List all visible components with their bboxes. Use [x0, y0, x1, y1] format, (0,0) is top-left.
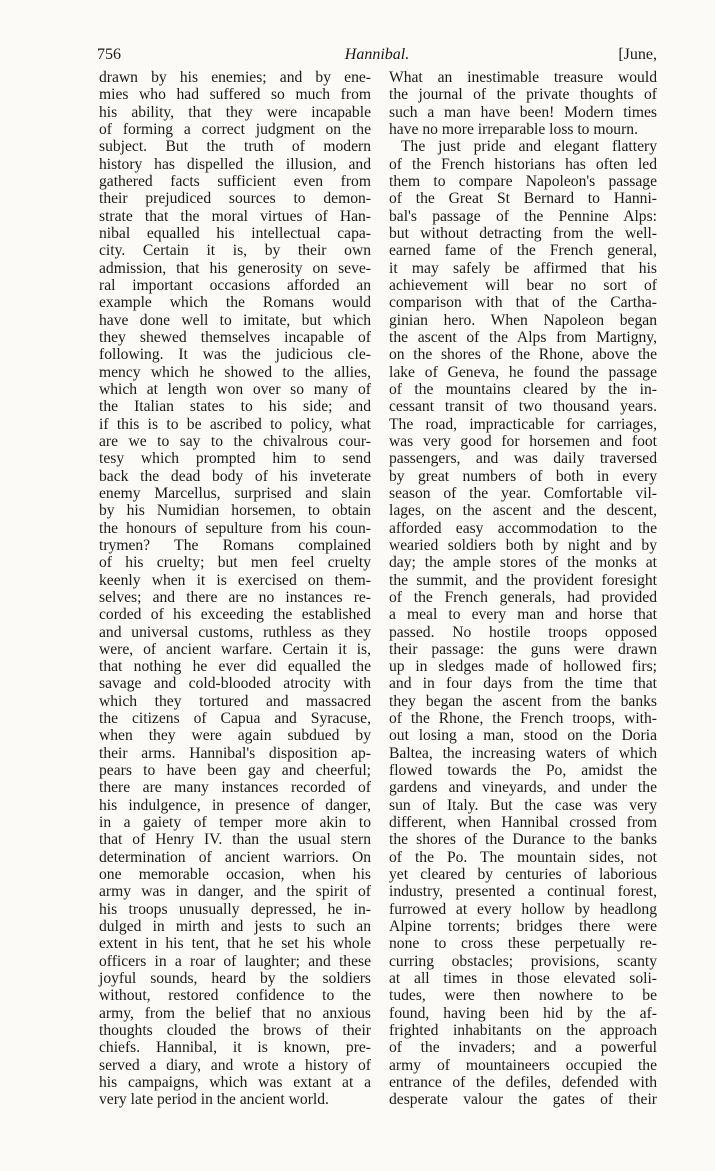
- text-line: the summit, and the provident foresight: [389, 571, 657, 589]
- running-header: [97, 46, 657, 68]
- text-line: comparison with that of the Cartha-: [389, 294, 657, 312]
- text-line: such a man have been! Modern times: [389, 103, 657, 121]
- text-line: the journal of the private thoughts of: [389, 86, 657, 104]
- text-line: thoughts clouded the brows of their: [99, 1022, 371, 1040]
- text-line: his ability, that they were incapable: [99, 103, 371, 121]
- text-line: entrance of the defiles, defended with: [389, 1074, 657, 1092]
- text-line: it may safely be affirmed that his: [389, 259, 657, 277]
- text-line: the honours of sepulture from his coun-: [99, 519, 371, 537]
- text-line: of the French generals, had provided: [389, 588, 657, 606]
- text-line: that of Henry IV. than the usual stern: [99, 831, 371, 849]
- text-line: Alpine torrents; bridges there were: [389, 918, 657, 936]
- text-line: and universal customs, ruthless as they: [99, 623, 371, 641]
- text-line: wearied soldiers both by night and by: [389, 536, 657, 554]
- text-line: that nothing he ever did equalled the: [99, 658, 371, 676]
- text-line: savage and cold-blooded atrocity with: [99, 675, 371, 693]
- text-line: and in four days from the time that: [389, 675, 657, 693]
- text-line: lake of Geneva, he found the passage: [389, 363, 657, 381]
- text-line: following. It was the judicious cle-: [99, 346, 371, 364]
- page-number: 756: [97, 46, 121, 63]
- text-line: the ascent of the Alps from Martigny,: [389, 328, 657, 346]
- text-line: at all times in those elevated soli-: [389, 970, 657, 988]
- text-line: corded of his exceeding the established: [99, 606, 371, 624]
- text-line: there are many instances recorded of: [99, 779, 371, 797]
- text-line: were, of ancient warfare. Certain it is,: [99, 640, 371, 658]
- text-line: yet cleared by centuries of laborious: [389, 866, 657, 884]
- text-line: tudes, were then nowhere to be: [389, 987, 657, 1005]
- text-line: officers in a roar of laughter; and these: [99, 952, 371, 970]
- text-line: ginian hero. When Napoleon began: [389, 311, 657, 329]
- text-line: example which the Romans would: [99, 294, 371, 312]
- text-line: chiefs. Hannibal, it is known, pre-: [99, 1039, 371, 1057]
- text-line: bal's passage of the Pennine Alps:: [389, 207, 657, 225]
- text-line: dulged in mirth and jests to such an: [99, 918, 371, 936]
- text-line: of his cruelty; but men feel cruelty: [99, 554, 371, 572]
- text-line: gardens and vineyards, and under the: [389, 779, 657, 797]
- text-line: earned fame of the French general,: [389, 242, 657, 260]
- text-line: up in sledges made of hollowed firs;: [389, 658, 657, 676]
- text-line: out losing a man, stood on the Doria: [389, 727, 657, 745]
- text-line: of the Great St Bernard to Hanni-: [389, 190, 657, 208]
- text-line: pears to have been gay and cheerful;: [99, 762, 371, 780]
- text-line: admission, that his generosity on seve-: [99, 259, 371, 277]
- text-line: city. Certain it is, by their own: [99, 242, 371, 260]
- text-line: passed. No hostile troops opposed: [389, 623, 657, 641]
- text-line: by great numbers of both in every: [389, 467, 657, 485]
- text-line: passengers, and was daily traversed: [389, 450, 657, 468]
- text-line: achievement will bear no sort of: [389, 276, 657, 294]
- header-month: [June,: [618, 46, 657, 63]
- text-line: sun of Italy. But the case was very: [389, 796, 657, 814]
- text-line: but without detracting from the well-: [389, 224, 657, 242]
- text-line: their arms. Hannibal's disposition ap-: [99, 744, 371, 762]
- text-line: them to compare Napoleon's passage: [389, 172, 657, 190]
- text-line: by his Numidian horsemen, to obtain: [99, 502, 371, 520]
- text-line: the citizens of Capua and Syracuse,: [99, 710, 371, 728]
- text-line: determination of ancient warriors. On: [99, 848, 371, 866]
- text-line: back the dead body of his inveterate: [99, 467, 371, 485]
- text-line: history has dispelled the illusion, and: [99, 155, 371, 173]
- text-line: extent in his tent, that he set his whole: [99, 935, 371, 953]
- text-line: if this is to be ascribed to policy, what: [99, 415, 371, 433]
- text-line: was very good for horsemen and foot: [389, 432, 657, 450]
- text-line: of forming a correct judgment on the: [99, 120, 371, 138]
- text-line: of the French historians has often led: [389, 155, 657, 173]
- text-line: season of the year. Comfortable vil-: [389, 484, 657, 502]
- text-line: army was in danger, and the spirit of: [99, 883, 371, 901]
- text-line: the Italian states to his side; and: [99, 398, 371, 416]
- text-line: when they were again subdued by: [99, 727, 371, 745]
- text-line: trymen? The Romans complained: [99, 536, 371, 554]
- text-line: The just pride and elegant flattery: [401, 138, 657, 156]
- text-line: very late period in the ancient world.: [99, 1091, 329, 1109]
- text-line: his troops unusually depressed, he in-: [99, 900, 371, 918]
- text-line: subject. But the truth of modern: [99, 138, 371, 156]
- left-text-column: [99, 69, 371, 1109]
- text-line: industry, presented a continual forest,: [389, 883, 657, 901]
- text-line: they shewed themselves incapable of: [99, 328, 371, 346]
- text-line: are we to say to the chivalrous cour-: [99, 432, 371, 450]
- text-line: curring obstacles; provisions, scanty: [389, 952, 657, 970]
- text-line: a meal to every man and horse that: [389, 606, 657, 624]
- text-line: found, having been hid by the af-: [389, 1004, 657, 1022]
- running-title: Hannibal.: [344, 46, 410, 63]
- text-line: of the invaders; and a powerful: [389, 1039, 657, 1057]
- text-line: have done well to imitate, but which: [99, 311, 371, 329]
- text-line: mies who had suffered so much from: [99, 86, 371, 104]
- text-line: the shores of the Durance to the banks: [389, 831, 657, 849]
- text-line: tesy which prompted him to send: [99, 450, 371, 468]
- text-line: their prejudiced sources to demon-: [99, 190, 371, 208]
- text-line: have no more irreparable loss to mourn.: [389, 120, 638, 138]
- text-line: strate that the moral virtues of Han-: [99, 207, 371, 225]
- text-line: in a gaiety of temper more akin to: [99, 814, 371, 832]
- text-line: which at length won over so many of: [99, 380, 371, 398]
- text-line: army of mountaineers occupied the: [389, 1056, 657, 1074]
- text-line: furrowed at every hollow by headlong: [389, 900, 657, 918]
- text-line: keenly when it is exercised on them-: [99, 571, 371, 589]
- text-line: of the Rhone, the French troops, with-: [389, 710, 657, 728]
- text-line: their passage: the guns were drawn: [389, 640, 657, 658]
- text-line: desperate valour the gates of their: [389, 1091, 657, 1109]
- text-line: day; the ample stores of the monks at: [389, 554, 657, 572]
- text-line: none to cross these perpetually re-: [389, 935, 657, 953]
- text-line: of the mountains cleared by the in-: [389, 380, 657, 398]
- text-line: selves; and there are no instances re-: [99, 588, 371, 606]
- text-line: joyful sounds, heard by the soldiers: [99, 970, 371, 988]
- text-line: his indulgence, in presence of danger,: [99, 796, 371, 814]
- text-line: one memorable occasion, when his: [99, 866, 371, 884]
- text-line: gathered facts sufficient even from: [99, 172, 371, 190]
- text-line: nibal equalled his intellectual capa-: [99, 224, 371, 242]
- text-line: mency which he showed to the allies,: [99, 363, 371, 381]
- text-line: cessant transit of two thousand years.: [389, 398, 657, 416]
- text-line: flowed towards the Po, amidst the: [389, 762, 657, 780]
- text-line: Baltea, the increasing waters of which: [389, 744, 657, 762]
- text-line: drawn by his enemies; and by ene-: [99, 69, 371, 86]
- text-line: lages, on the ascent and the descent,: [389, 502, 657, 520]
- text-line: What an inestimable treasure would: [389, 69, 657, 86]
- text-line: they began the ascent from the banks: [389, 692, 657, 710]
- text-line: army, from the belief that no anxious: [99, 1004, 371, 1022]
- text-line: without, restored confidence to the: [99, 987, 371, 1005]
- text-line: which they tortured and massacred: [99, 692, 371, 710]
- text-line: afforded easy accommodation to the: [389, 519, 657, 537]
- text-line: served a diary, and wrote a history of: [99, 1056, 371, 1074]
- right-text-column: [389, 69, 657, 1109]
- text-line: frighted inhabitants on the approach: [389, 1022, 657, 1040]
- text-line: his campaigns, which was extant at a: [99, 1074, 371, 1092]
- text-line: on the shores of the Rhone, above the: [389, 346, 657, 364]
- text-line: The road, impracticable for carriages,: [389, 415, 657, 433]
- text-line: ral important occasions afforded an: [99, 276, 371, 294]
- text-line: enemy Marcellus, surprised and slain: [99, 484, 371, 502]
- text-line: of the Po. The mountain sides, not: [389, 848, 657, 866]
- text-line: different, when Hannibal crossed from: [389, 814, 657, 832]
